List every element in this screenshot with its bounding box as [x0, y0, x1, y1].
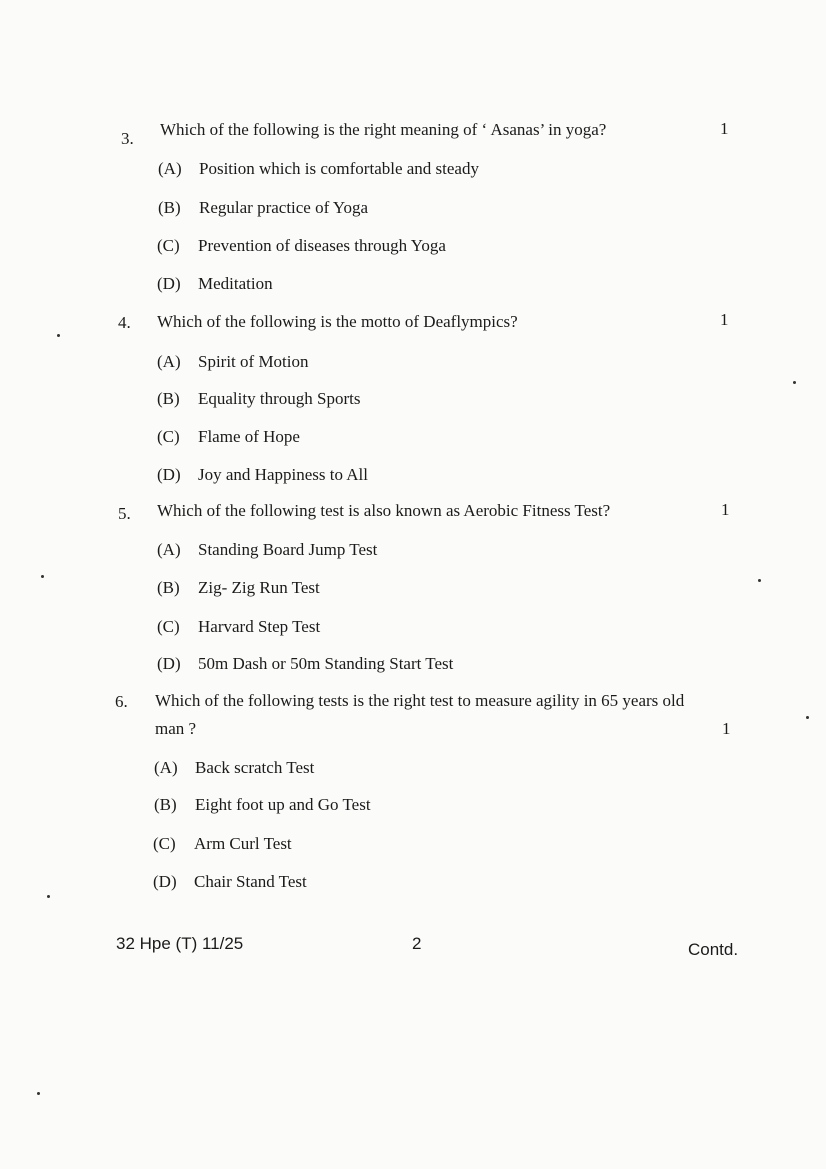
- option-d: [157, 273, 273, 295]
- scan-speck: [57, 334, 60, 337]
- continued-label: Contd.: [688, 940, 739, 959]
- option-c: [157, 616, 320, 638]
- option-c: [153, 833, 292, 855]
- question-marks: 1: [722, 719, 731, 738]
- question-text-line2: man ?: [155, 719, 197, 738]
- option-text: Joy and Happiness to All: [198, 465, 368, 484]
- option-letter: (D): [157, 465, 181, 484]
- option-c: [157, 235, 446, 257]
- option-text: Spirit of Motion: [198, 352, 309, 371]
- option-letter: (B): [154, 795, 177, 814]
- option-text: 50m Dash or 50m Standing Start Test: [198, 654, 454, 673]
- scan-speck: [37, 1092, 40, 1095]
- question-text: Which of the following tests is the right test to measure agility in 65 years old: [155, 691, 685, 710]
- option-text: Zig- Zig Run Test: [198, 578, 320, 597]
- option-b: [158, 197, 368, 219]
- question-number: 5.: [118, 504, 131, 523]
- option-text: Regular practice of Yoga: [199, 198, 369, 217]
- scan-speck: [41, 575, 44, 578]
- option-d: [153, 871, 307, 893]
- option-text: Prevention of diseases through Yoga: [198, 236, 446, 255]
- option-text: Flame of Hope: [198, 427, 300, 446]
- option-a: [157, 351, 309, 373]
- option-b: [157, 388, 360, 410]
- option-text: Equality through Sports: [198, 389, 361, 408]
- option-c: [157, 426, 300, 448]
- option-letter: (A): [157, 352, 181, 371]
- question-number: 3.: [121, 129, 134, 148]
- option-letter: (B): [158, 198, 181, 217]
- option-letter: (C): [157, 617, 180, 636]
- option-a: [154, 757, 314, 779]
- paper-code: 32 Hpe (T) 11/25: [116, 934, 244, 953]
- option-letter: (D): [157, 654, 181, 673]
- option-text: Meditation: [198, 274, 273, 293]
- option-letter: (C): [157, 236, 180, 255]
- option-text: Back scratch Test: [195, 758, 315, 777]
- option-text: Position which is comfortable and steady: [199, 159, 479, 178]
- option-b: [157, 577, 320, 599]
- option-letter: (B): [157, 578, 180, 597]
- question-text: Which of the following test is also known as Aerobic Fitness Test?: [157, 501, 611, 520]
- question-number: 4.: [118, 313, 131, 332]
- question-text: Which of the following is the right meaning of ‘ Asanas’ in yoga?: [160, 120, 607, 139]
- option-letter: (A): [158, 159, 182, 178]
- question-text: Which of the following is the motto of Deaflympics?: [157, 312, 518, 331]
- option-d: [157, 464, 368, 486]
- option-letter: (B): [157, 389, 180, 408]
- page-number: 2: [412, 934, 422, 953]
- option-letter: (D): [157, 274, 181, 293]
- option-letter: (C): [153, 834, 176, 853]
- scan-speck: [47, 895, 50, 898]
- question-marks: 1: [720, 310, 729, 329]
- option-text: Eight foot up and Go Test: [195, 795, 371, 814]
- option-text: Harvard Step Test: [198, 617, 321, 636]
- option-letter: (A): [154, 758, 178, 777]
- option-letter: (D): [153, 872, 177, 891]
- option-text: Standing Board Jump Test: [198, 540, 378, 559]
- option-a: [157, 539, 377, 561]
- question-marks: 1: [721, 500, 730, 519]
- option-letter: (C): [157, 427, 180, 446]
- option-letter: (A): [157, 540, 181, 559]
- scan-speck: [806, 716, 809, 719]
- question-marks: 1: [720, 119, 729, 138]
- scan-speck: [758, 579, 761, 582]
- scan-speck: [793, 381, 796, 384]
- option-text: Chair Stand Test: [194, 872, 307, 891]
- option-b: [154, 794, 371, 816]
- option-text: Arm Curl Test: [194, 834, 292, 853]
- option-d: [157, 653, 453, 675]
- question-number: 6.: [115, 692, 128, 711]
- option-a: [158, 158, 479, 180]
